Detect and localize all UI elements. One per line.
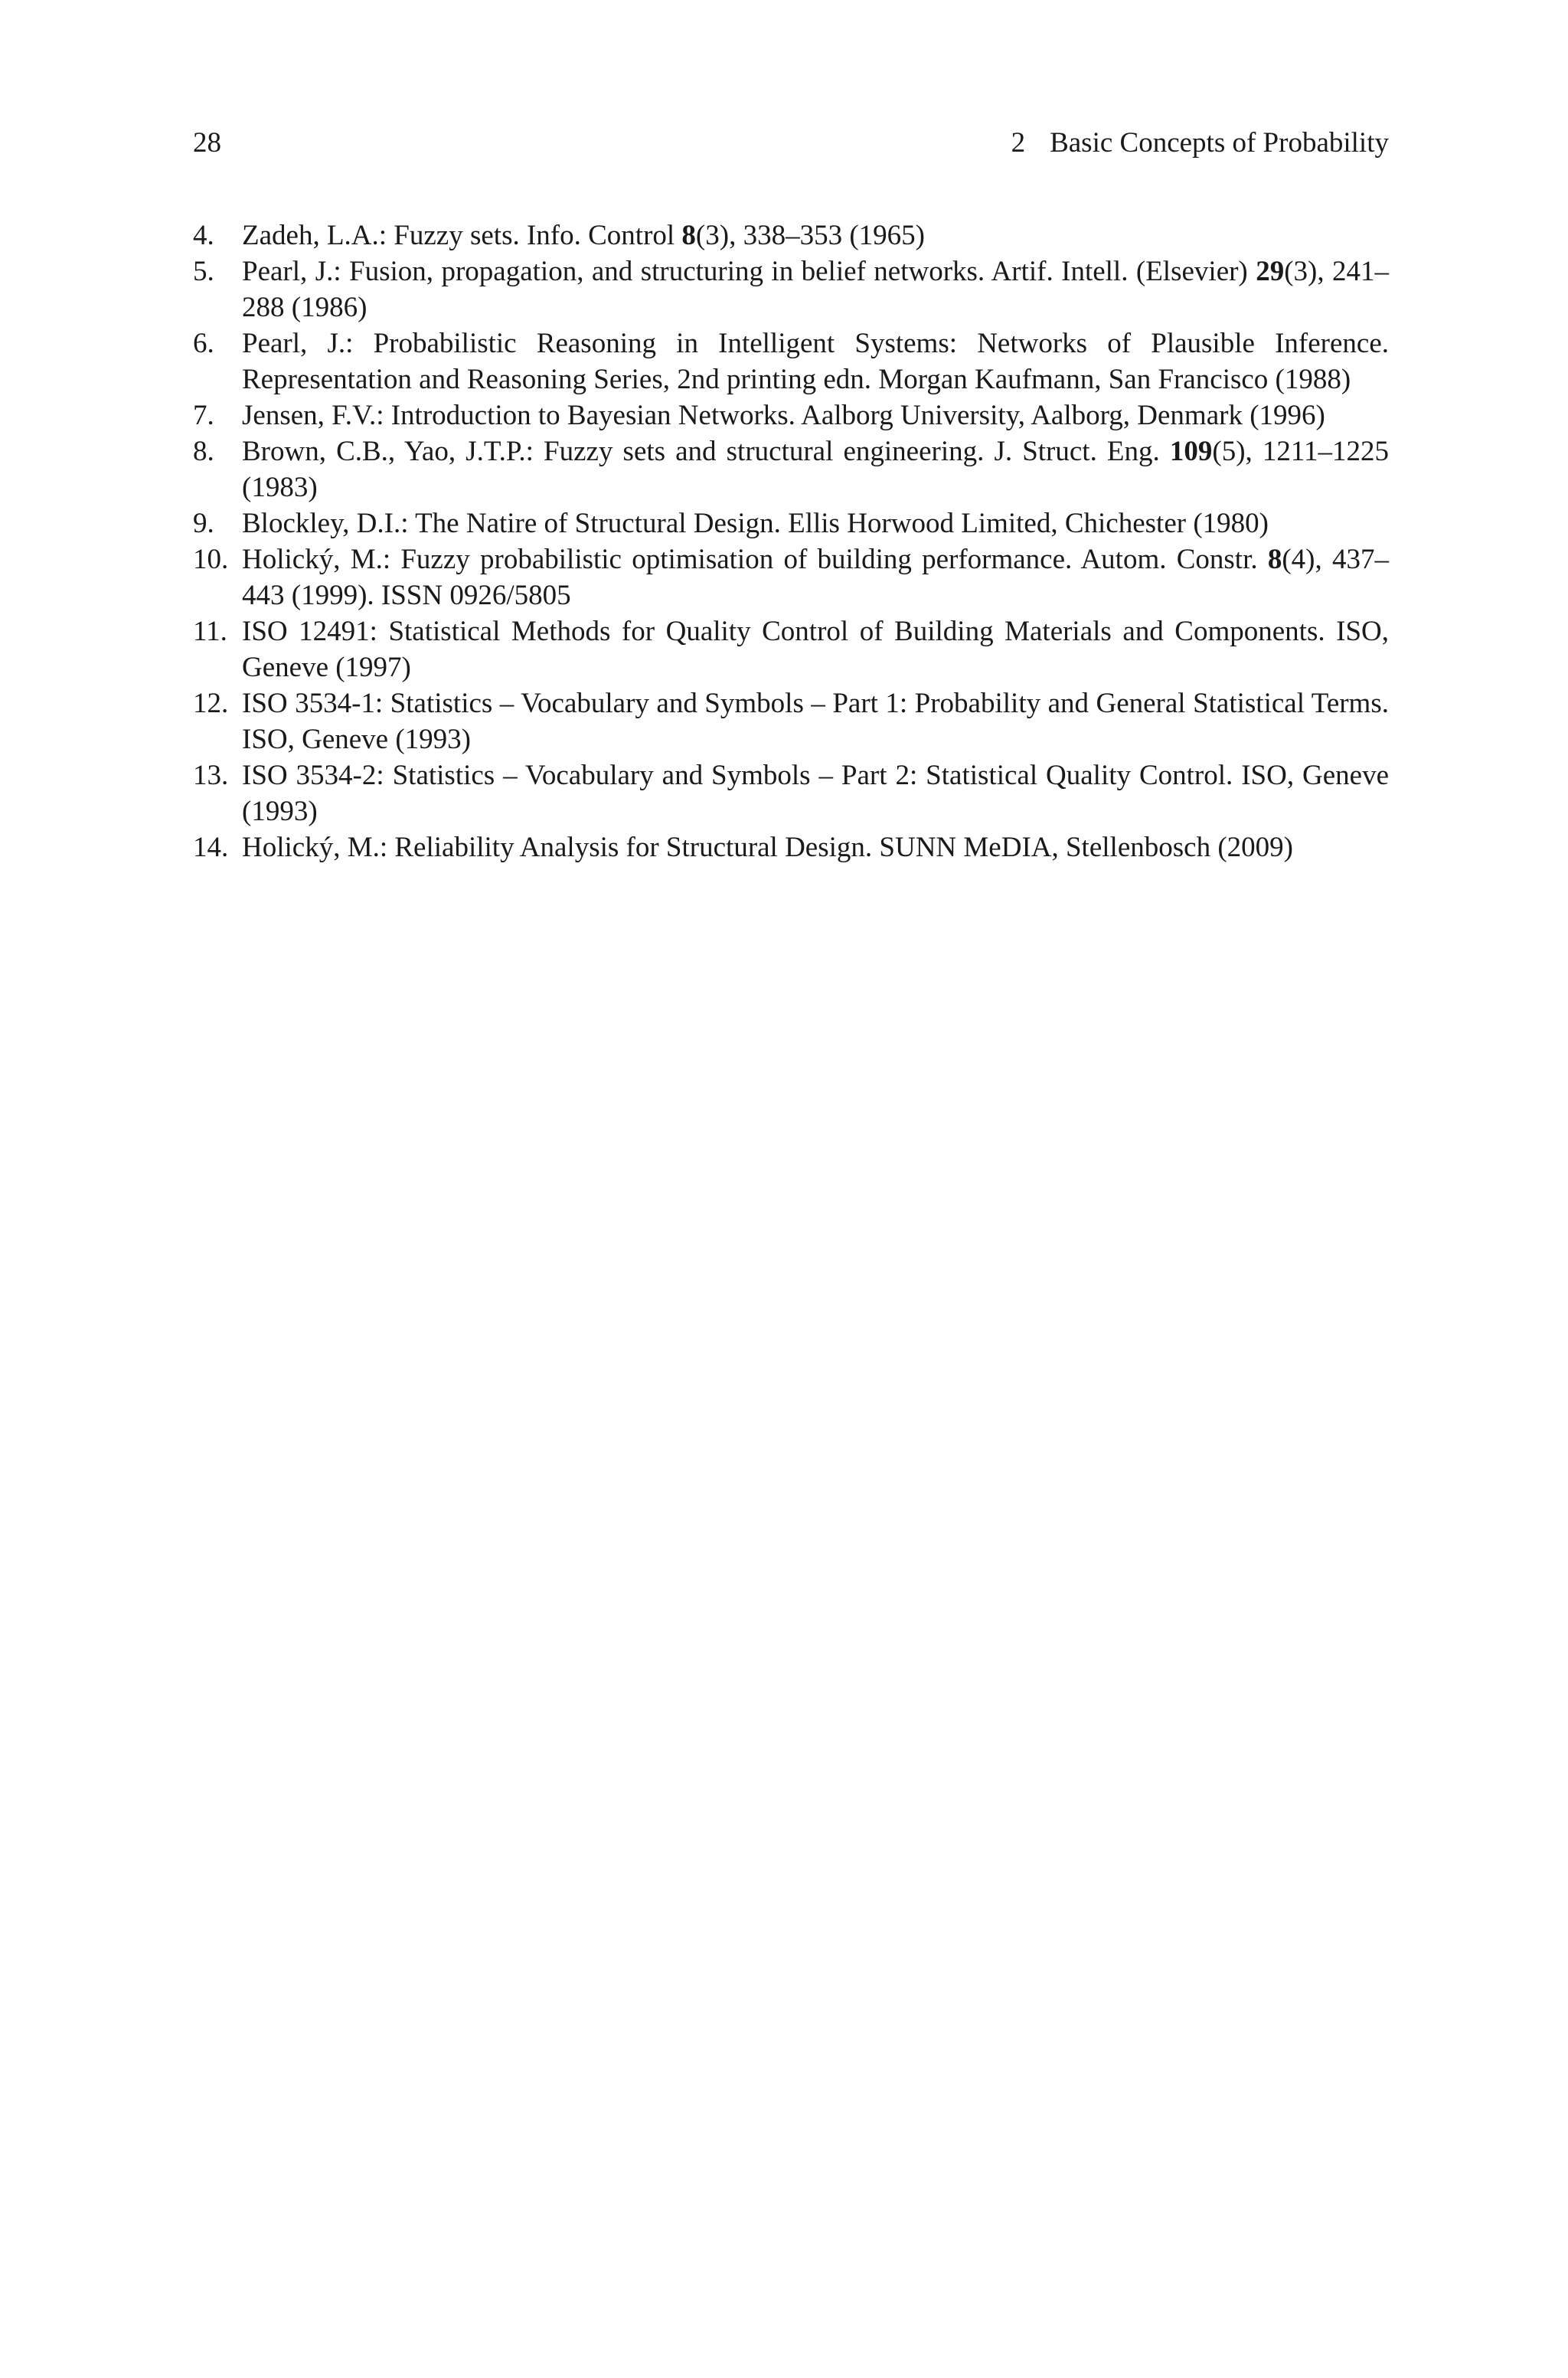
reference-list [193, 218, 1389, 865]
reference-volume: 8 [1267, 544, 1282, 575]
chapter-title: Basic Concepts of Probability [1050, 127, 1389, 159]
reference-number: 9. [193, 508, 214, 539]
reference-item [193, 613, 1389, 685]
reference-text: Zadeh, L.A.: Fuzzy sets. Info. Control [242, 220, 682, 251]
reference-text: Pearl, J.: Probabilistic Reasoning in Intelligent Systems: Networks of Plausible Inference. Representation and Reasoning Series, 2nd printing edn. Morgan Kaufmann, San Francisco (1988) [242, 328, 1389, 395]
reference-text: (3), 241–288 (1986) [242, 256, 1389, 323]
reference-number: 7. [193, 400, 214, 431]
reference-text: ISO 3534-1: Statistics – Vocabulary and Symbols – Part 1: Probability and General Statistical Terms. ISO, Geneve (1993) [242, 688, 1389, 755]
reference-item [193, 433, 1389, 505]
page-header [193, 124, 1389, 162]
reference-text: Brown, C.B., Yao, J.T.P.: Fuzzy sets and structural engineering. J. Struct. Eng. [242, 436, 1170, 467]
reference-item [193, 757, 1389, 829]
reference-volume: 29 [1256, 256, 1285, 287]
reference-text: ISO 3534-2: Statistics – Vocabulary and Symbols – Part 2: Statistical Quality Control. ISO, Geneve (1993) [242, 760, 1389, 827]
reference-text: Pearl, J.: Fusion, propagation, and structuring in belief networks. Artif. Intell. (Elsevier) [242, 256, 1256, 287]
reference-text: (5), 1211–1225 (1983) [242, 436, 1389, 503]
reference-item [193, 829, 1389, 865]
reference-number: 4. [193, 220, 214, 251]
reference-item [193, 254, 1389, 325]
reference-number: 5. [193, 256, 214, 287]
chapter-number: 2 [1011, 127, 1026, 159]
reference-number: 12. [193, 688, 229, 719]
reference-volume: 109 [1169, 436, 1213, 467]
reference-text: (3), 338–353 (1965) [695, 220, 925, 251]
reference-item [193, 325, 1389, 397]
reference-item [193, 218, 1389, 254]
reference-number: 14. [193, 832, 229, 863]
page-number: 28 [193, 127, 221, 159]
reference-item [193, 505, 1389, 541]
reference-volume: 8 [681, 220, 696, 251]
reference-number: 6. [193, 328, 214, 359]
reference-text: Jensen, F.V.: Introduction to Bayesian Networks. Aalborg University, Aalborg, Denmark (1996) [242, 400, 1325, 431]
reference-item [193, 685, 1389, 757]
reference-item [193, 541, 1389, 613]
reference-number: 11. [193, 616, 227, 647]
running-head [1011, 124, 1389, 162]
reference-item [193, 397, 1389, 433]
reference-text: Holický, M.: Reliability Analysis for Structural Design. SUNN MeDIA, Stellenbosch (2009) [242, 832, 1293, 863]
reference-text: (4), 437–443 (1999). ISSN 0926/5805 [242, 544, 1389, 611]
reference-text: ISO 12491: Statistical Methods for Quality Control of Building Materials and Components. ISO, Geneve (1997) [242, 616, 1389, 683]
reference-number: 13. [193, 760, 229, 791]
reference-text: Blockley, D.I.: The Natire of Structural Design. Ellis Horwood Limited, Chichester (1980) [242, 508, 1269, 539]
reference-text: Holický, M.: Fuzzy probabilistic optimisation of building performance. Autom. Constr. [242, 544, 1268, 575]
reference-number: 10. [193, 544, 229, 575]
reference-number: 8. [193, 436, 214, 467]
